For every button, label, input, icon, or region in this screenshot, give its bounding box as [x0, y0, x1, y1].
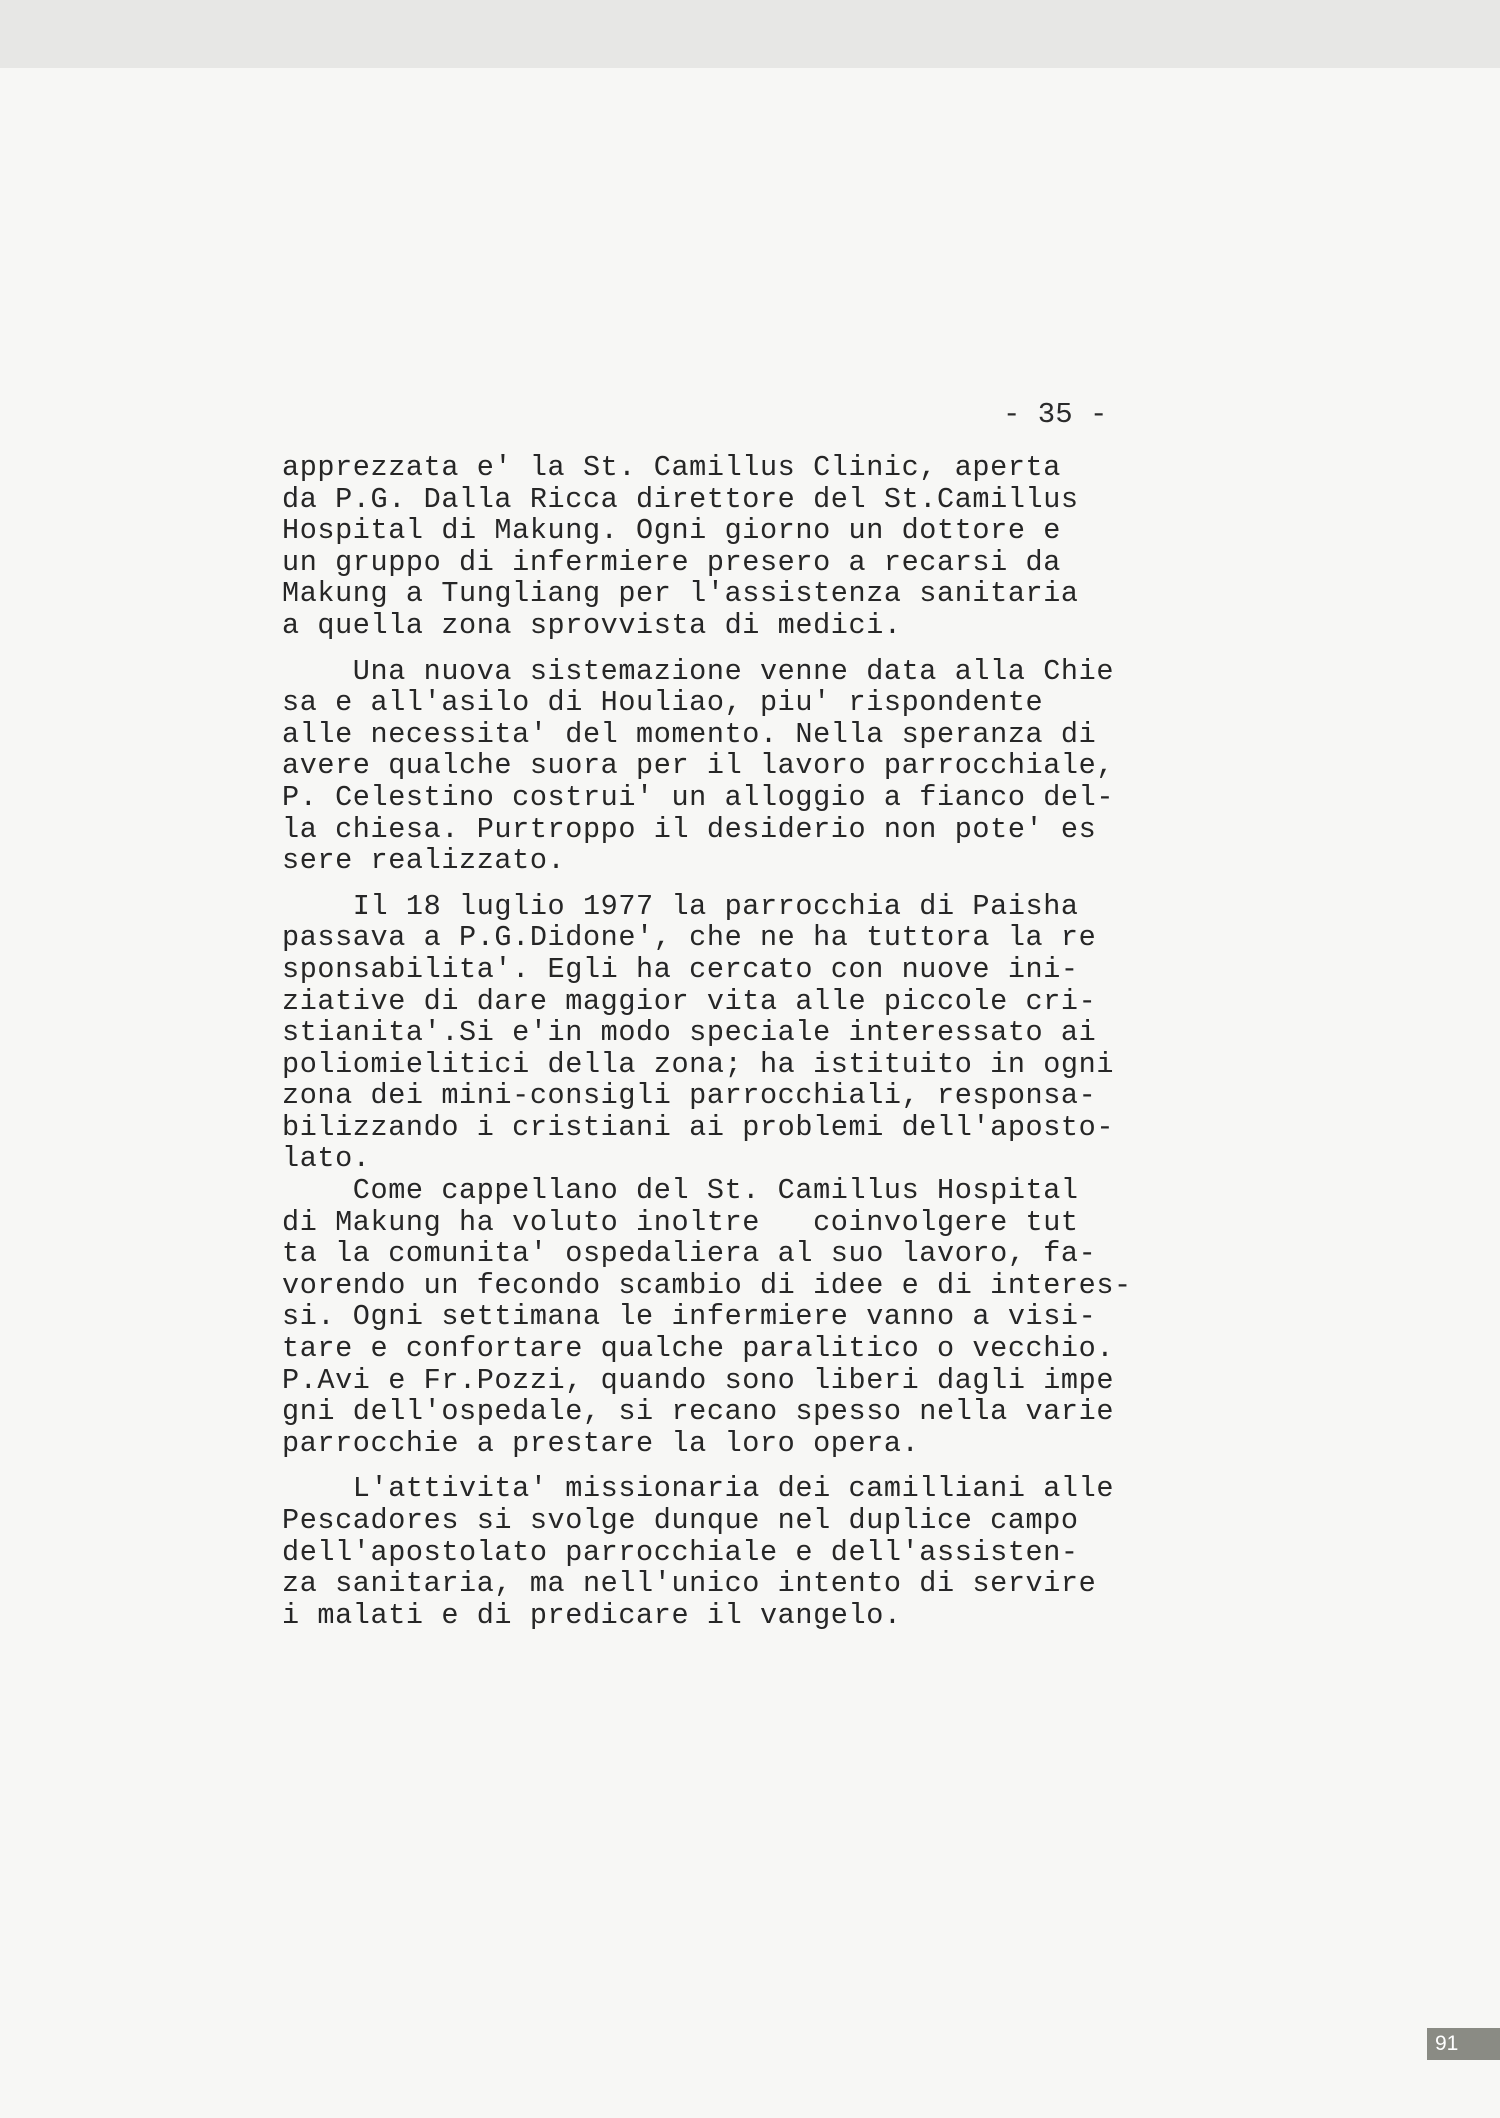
- text-line: lato.: [282, 1142, 371, 1176]
- typewritten-body: [282, 452, 1222, 1645]
- text-line: un gruppo di infermiere presero a recarsi da: [282, 545, 1061, 579]
- text-line: L'attivita' missionaria dei camilliani alle: [282, 1472, 1115, 1506]
- text-line: a quella zona sprovvista di medici.: [282, 608, 902, 642]
- text-line: sere realizzato.: [282, 844, 566, 878]
- text-line: ta la comunita' ospedaliera al suo lavoro, fa-: [282, 1237, 1097, 1271]
- text-line: P. Celestino costrui' un alloggio a fianco del-: [282, 780, 1115, 814]
- text-line: P.Avi e Fr.Pozzi, quando sono liberi dagli impe: [282, 1363, 1115, 1397]
- text-line: alle necessita' del momento. Nella speranza di: [282, 717, 1097, 751]
- text-line: si. Ogni settimana le infermiere vanno a visi-: [282, 1300, 1097, 1334]
- text-line: Hospital di Makung. Ogni giorno un dottore e: [282, 514, 1061, 548]
- text-line: poliomielitici della zona; ha istituito in ogni: [282, 1047, 1115, 1081]
- text-line: stianita'.Si e'in modo speciale interessato ai: [282, 1016, 1097, 1050]
- text-line: Pescadores si svolge dunque nel duplice campo: [282, 1504, 1079, 1537]
- text-line: apprezzata e' la St. Camillus Clinic, aperta: [282, 451, 1061, 484]
- text-line: da P.G. Dalla Ricca direttore del St.Camillus: [282, 482, 1079, 516]
- scan-top-band: [0, 0, 1500, 68]
- text-line: sponsabilita'. Egli ha cercato con nuove ini-: [282, 952, 1079, 986]
- text-line: ziative di dare maggior vita alle piccole cri-: [282, 984, 1097, 1018]
- text-line: za sanitaria, ma nell'unico intento di servire: [282, 1567, 1097, 1601]
- text-line: passava a P.G.Didone', che ne ha tuttora la re: [282, 921, 1097, 955]
- text-line: tare e confortare qualche paralitico o vecchio.: [282, 1332, 1115, 1366]
- text-line: Una nuova sistemazione venne data alla Chie: [282, 654, 1115, 688]
- text-line: zona dei mini-consigli parrocchiali, responsa-: [282, 1079, 1097, 1113]
- paragraph-paisha: [282, 891, 1222, 1460]
- text-line: sa e all'asilo di Houliao, piu' rispondente: [282, 686, 1044, 720]
- text-line: bilizzando i cristiani ai problemi dell'aposto-: [282, 1110, 1115, 1144]
- text-line: dell'apostolato parrocchiale e dell'assisten-: [282, 1535, 1079, 1569]
- paragraph-clinic: [282, 452, 1222, 642]
- text-line: vorendo un fecondo scambio di idee e di interes-: [282, 1268, 1132, 1302]
- text-line: Makung a Tungliang per l'assistenza sanitaria: [282, 577, 1079, 611]
- paragraph-conclusion: [282, 1473, 1222, 1631]
- text-line: parrocchie a prestare la loro opera.: [282, 1426, 920, 1460]
- typed-page-number: - 35 -: [1003, 398, 1108, 431]
- text-line: la chiesa. Purtroppo il desiderio non pote' es: [282, 812, 1097, 846]
- text-line: gni dell'ospedale, si recano spesso nella varie: [282, 1395, 1115, 1429]
- text-line: Il 18 luglio 1977 la parrocchia di Paisha: [282, 889, 1079, 923]
- paragraph-houliao: [282, 656, 1222, 877]
- book-page-number-tab: 91: [1427, 2028, 1500, 2060]
- text-line: di Makung ha voluto inoltre coinvolgere tut: [282, 1205, 1079, 1239]
- text-line: avere qualche suora per il lavoro parrocchiale,: [282, 749, 1115, 783]
- text-line: Come cappellano del St. Camillus Hospital: [282, 1174, 1079, 1208]
- text-line: i malati e di predicare il vangelo.: [282, 1598, 902, 1632]
